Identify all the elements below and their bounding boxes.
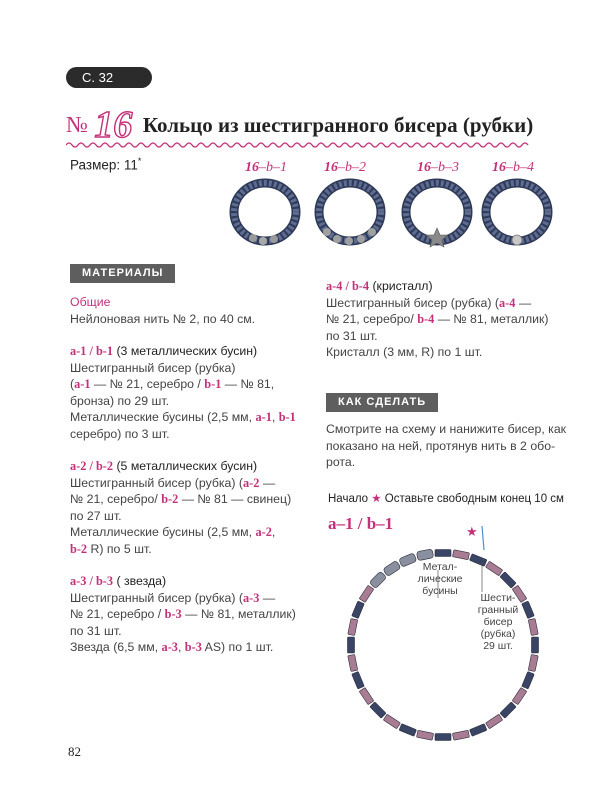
variant-a4-title [326,278,566,295]
code: a-1 [74,377,91,391]
code: a-2 [243,475,260,490]
hex-bead [370,702,386,718]
text: ( [70,377,75,391]
variant-code: a-3 / b-3 [70,574,114,588]
code: a-3 [243,590,260,605]
material-line: бронза) по 29 шт. [70,393,170,408]
variant-subtitle: (3 металлических бусин) [113,344,258,358]
ring-photo-4 [480,176,555,248]
variant-a3-title [70,573,310,590]
variant-subtitle: (кристалл) [369,279,433,293]
hex-bead [352,601,365,618]
variant-a1-title [70,343,310,360]
variant-a2-title [70,458,310,475]
materials-header: МАТЕРИАЛЫ [70,264,175,283]
variant-subtitle: (5 металлических бусин) [113,459,258,473]
heading [66,103,534,146]
material-line [70,541,310,558]
text: Металлические бусины (2,5 мм, [70,410,256,424]
material-line [326,295,566,312]
text: — [259,475,276,490]
code: b-2 [161,492,179,506]
hex-bead [435,734,451,741]
svg-text:★: ★ [466,525,478,540]
hex-bead [522,671,535,688]
variant-code: –b–3 [431,160,459,175]
annot-line: (рубка) [480,628,516,640]
page-title: Кольцо из шестигранного бисера (рубки) [142,112,534,137]
text: — № 81 — свинец) [178,492,292,506]
variant-label-4 [492,160,534,176]
hex-bead [452,550,469,560]
variant-code: a-1 / b-1 [70,344,114,358]
hex-bead [417,730,434,740]
hex-bead [348,619,358,636]
general-title: Общие [70,295,111,309]
text: Металлические бусины (2,5 мм, [70,525,256,539]
material-line [70,376,310,393]
text: , [177,640,185,654]
text: Шестигранный бисер (рубка) ( [70,475,244,490]
code: b-2 [70,541,88,556]
hex-beads-annotation [467,592,529,652]
ring-size-mark: * [137,156,142,166]
text: № 21, серебро/ [70,492,162,506]
code: a-1 [255,410,272,424]
material-line: по 31 шт. [70,623,122,638]
ring-size [70,156,141,173]
hex-bead [399,724,416,737]
hex-bead [500,572,516,588]
hex-bead [435,550,451,557]
star-icon: ★ [371,493,382,505]
annot-line: Шести- [480,592,516,604]
text: — № 81, металлик) [434,312,549,326]
hex-bead [512,688,527,705]
material-line: по 27 шт. [70,508,122,523]
text: R) по 5 шт. [87,541,152,556]
text: , [271,525,276,539]
code: b-3 [184,640,202,654]
howto-text [326,421,576,471]
diagram-label: a–1 / b–1 [328,514,394,533]
text: — [515,295,532,310]
hex-bead [352,671,365,688]
code: b-1 [204,377,222,391]
howto-line: Смотрите на схему и нанижите бисер, как [326,422,567,436]
material-line [70,590,310,607]
variant-code: a-2 / b-2 [70,459,114,473]
text: , [271,410,279,424]
variant-code: –b–1 [259,160,287,175]
material-line: серебро) по 3 шт. [70,426,170,441]
annot-line: Метал- [422,561,458,573]
variant-label-3 [417,160,459,176]
hex-bead [469,554,486,567]
text: AS) по 1 шт. [201,640,274,654]
text: — № 21, серебро / [90,377,205,391]
hex-bead [452,730,469,740]
hex-bead [348,654,358,671]
text: № 21, серебро / [70,607,165,621]
text: — № 81, металлик) [181,607,296,621]
text: Начало [328,493,372,505]
material-line [70,639,310,656]
howto-line: показано на ней, протянув нить в 2 обо- [326,438,556,453]
material-line: Шестигранный бисер (рубка) [70,360,236,375]
annot-line: 29 шт. [483,640,513,652]
metal-bead [416,549,433,561]
materials-left-column [70,294,310,656]
variant-code: –b–4 [506,160,534,175]
code: b-1 [278,410,296,424]
hex-bead [359,688,374,705]
project-number: 16 [94,104,133,146]
material-line [326,311,566,328]
code: b-3 [164,607,182,621]
variant-num: 16 [245,160,259,175]
material-line [70,524,310,541]
hex-bead [500,702,516,718]
text: № 21, серебро/ [326,312,418,326]
materials-right-column [326,278,566,361]
page-number: 82 [68,744,81,759]
variant-num: 16 [492,160,506,175]
variant-label-1 [245,160,287,176]
annot-line: бусины [422,585,458,597]
variant-subtitle: ( звезда) [113,574,167,588]
metal-bead [383,560,401,576]
page-reference-tag: С. 32 [66,67,152,88]
text: Шестигранный бисер (рубка) ( [326,295,500,310]
text: — № 81, [221,377,275,391]
ring-size-text: Размер: 11 [70,157,138,173]
hex-bead [348,637,355,653]
code: a-3 [161,640,178,654]
decorative-wave-divider [66,141,530,149]
variant-code: a-4 / b-4 [326,279,370,293]
hex-bead [532,637,539,653]
metal-beads-annotation [410,561,470,597]
hex-bead [528,654,538,671]
hex-bead [528,619,538,636]
ring-photo-3 [400,176,475,248]
material-line [70,491,310,508]
number-sign: № [66,112,88,137]
material-line [70,409,310,426]
variant-num: 16 [324,160,338,175]
ring-photo-2 [313,176,388,248]
howto-header: КАК СДЕЛАТЬ [326,393,438,412]
start-note [328,491,564,505]
hex-bead [469,724,486,737]
annot-line: бисер [483,616,513,628]
variant-num: 16 [417,160,431,175]
metal-bead [369,571,387,589]
code: a-4 [499,295,516,310]
material-line: по 31 шт. [326,328,378,343]
annot-line: лические [417,573,463,585]
hex-bead [486,714,503,729]
annot-line: гранный [477,604,519,616]
text: Шестигранный бисер (рубка) ( [70,590,244,605]
text: — [259,590,276,605]
variant-label-2 [324,160,366,176]
hex-bead [383,714,400,729]
code: b-4 [417,312,435,326]
text: Оставьте свободным конец 10 см [381,493,564,505]
material-line [70,606,310,623]
general-text: Нейлоновая нить № 2, по 40 см. [70,311,256,326]
variant-code: –b–2 [338,160,366,175]
code: a-2 [255,525,272,539]
text: Звезда (6,5 мм, [70,640,162,654]
hex-bead [486,561,503,576]
howto-line: рота. [326,455,356,469]
ring-photo-1 [228,176,303,248]
material-line: Кристалл (3 мм, R) по 1 шт. [326,345,483,359]
material-line [70,475,310,492]
hex-bead [359,585,374,602]
